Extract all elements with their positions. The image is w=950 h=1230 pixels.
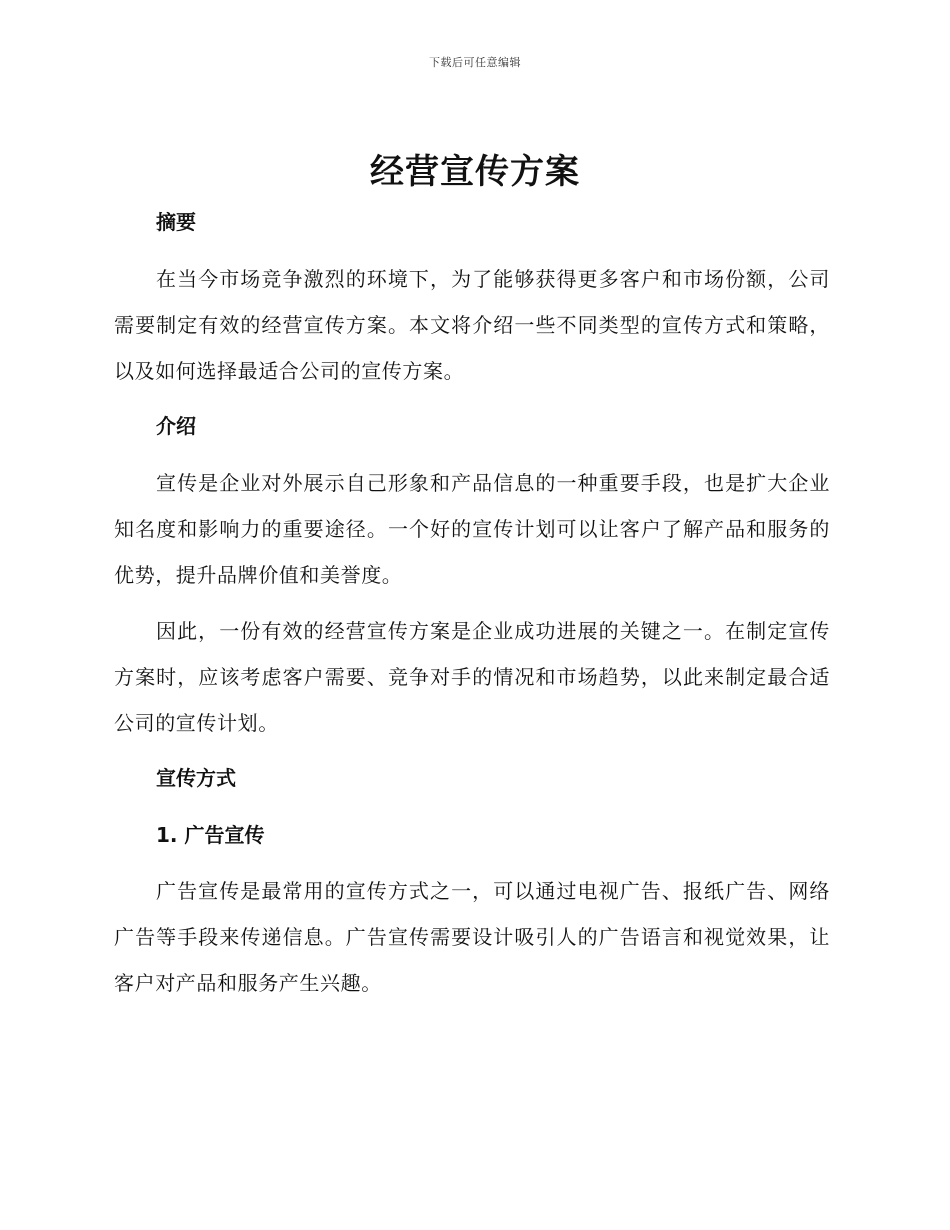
methods-heading: 宣传方式 <box>156 766 236 790</box>
intro-paragraph-1: 宣传是企业对外展示自己形象和产品信息的一种重要手段，也是扩大企业知名度和影响力的重要途径。一个好的宣传计划可以让客户了解产品和服务的优势，提升品牌价值和美誉度。 <box>114 471 830 587</box>
ad-heading: 1. 广告宣传 <box>156 823 265 847</box>
ad-paragraph: 广告宣传是最常用的宣传方式之一，可以通过电视广告、报纸广告、网络广告等手段来传递信息。广告宣传需要设计吸引人的广告语言和视觉效果，让客户对产品和服务产生兴趣。 <box>114 879 830 995</box>
intro-paragraph-2: 因此，一份有效的经营宣传方案是企业成功进展的关键之一。在制定宣传方案时，应该考虑客户需要、竞争对手的情况和市场趋势，以此来制定最合适公司的宣传计划。 <box>114 619 830 735</box>
intro-heading: 介绍 <box>156 414 196 438</box>
document-title: 经营宣传方案 <box>370 152 580 192</box>
abstract-paragraph: 在当今市场竞争激烈的环境下，为了能够获得更多客户和市场份额，公司需要制定有效的经营宣传方案。本文将介绍一些不同类型的宣传方式和策略，以及如何选择最适合公司的宣传方案。 <box>114 267 830 383</box>
abstract-heading: 摘要 <box>156 210 196 234</box>
header-note: 下载后可任意编辑 <box>429 56 521 69</box>
